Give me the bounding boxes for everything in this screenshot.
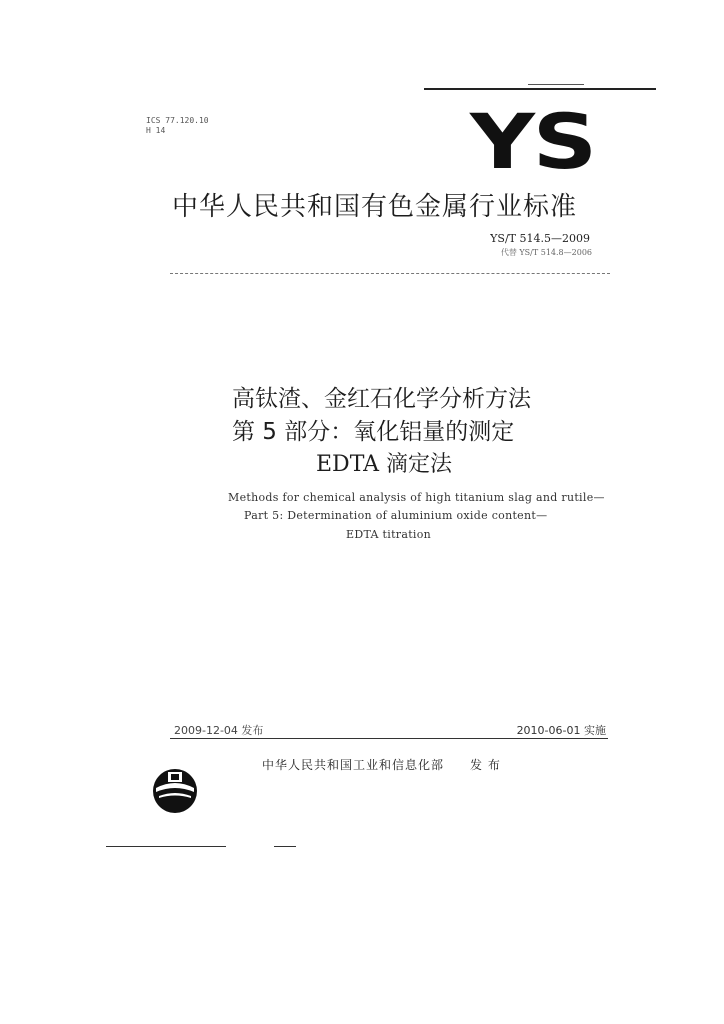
title-zh-line3-latin: EDTA bbox=[316, 452, 380, 477]
title-zh-line1: 高钛渣、金红石化学分析方法 bbox=[232, 386, 531, 412]
issuer-line bbox=[262, 756, 501, 773]
ics-code: ICS 77.120.10 bbox=[146, 116, 209, 125]
title-zh-line3-cjk: 滴定法 bbox=[379, 452, 453, 477]
footer-divider bbox=[170, 738, 608, 739]
ics-classification bbox=[146, 116, 209, 136]
bottom-rule-left bbox=[106, 846, 226, 847]
title-en-line2: Part 5: Determination of aluminium oxide content— bbox=[244, 509, 548, 522]
issuer-name: 中华人民共和国工业和信息化部 bbox=[262, 758, 445, 772]
top-rule bbox=[424, 88, 656, 90]
issue-date: 2009-12-04 发布 bbox=[174, 724, 264, 737]
ministry-emblem-icon bbox=[150, 766, 200, 816]
title-zh-line3 bbox=[316, 447, 452, 478]
title-zh-line2: 第 5 部分：氧化铝量的测定 bbox=[232, 419, 515, 445]
header-divider bbox=[170, 273, 610, 274]
standard-category: 中华人民共和国有色金属行业标准 bbox=[172, 192, 578, 222]
issuer-action: 发 布 bbox=[470, 758, 501, 772]
replaces-standard: 代替 YS/T 514.8—2006 bbox=[500, 248, 592, 257]
title-en-line1: Methods for chemical analysis of high titanium slag and rutile— bbox=[228, 491, 605, 504]
implementation-date: 2010-06-01 实施 bbox=[516, 724, 606, 737]
top-rule-short bbox=[528, 84, 584, 85]
ccs-code: H 14 bbox=[146, 126, 166, 135]
standard-number: YS/T 514.5—2009 bbox=[490, 232, 590, 245]
ys-logo: YS bbox=[470, 97, 595, 186]
bottom-rule-right bbox=[274, 846, 296, 847]
title-en-line3: EDTA titration bbox=[346, 528, 432, 541]
